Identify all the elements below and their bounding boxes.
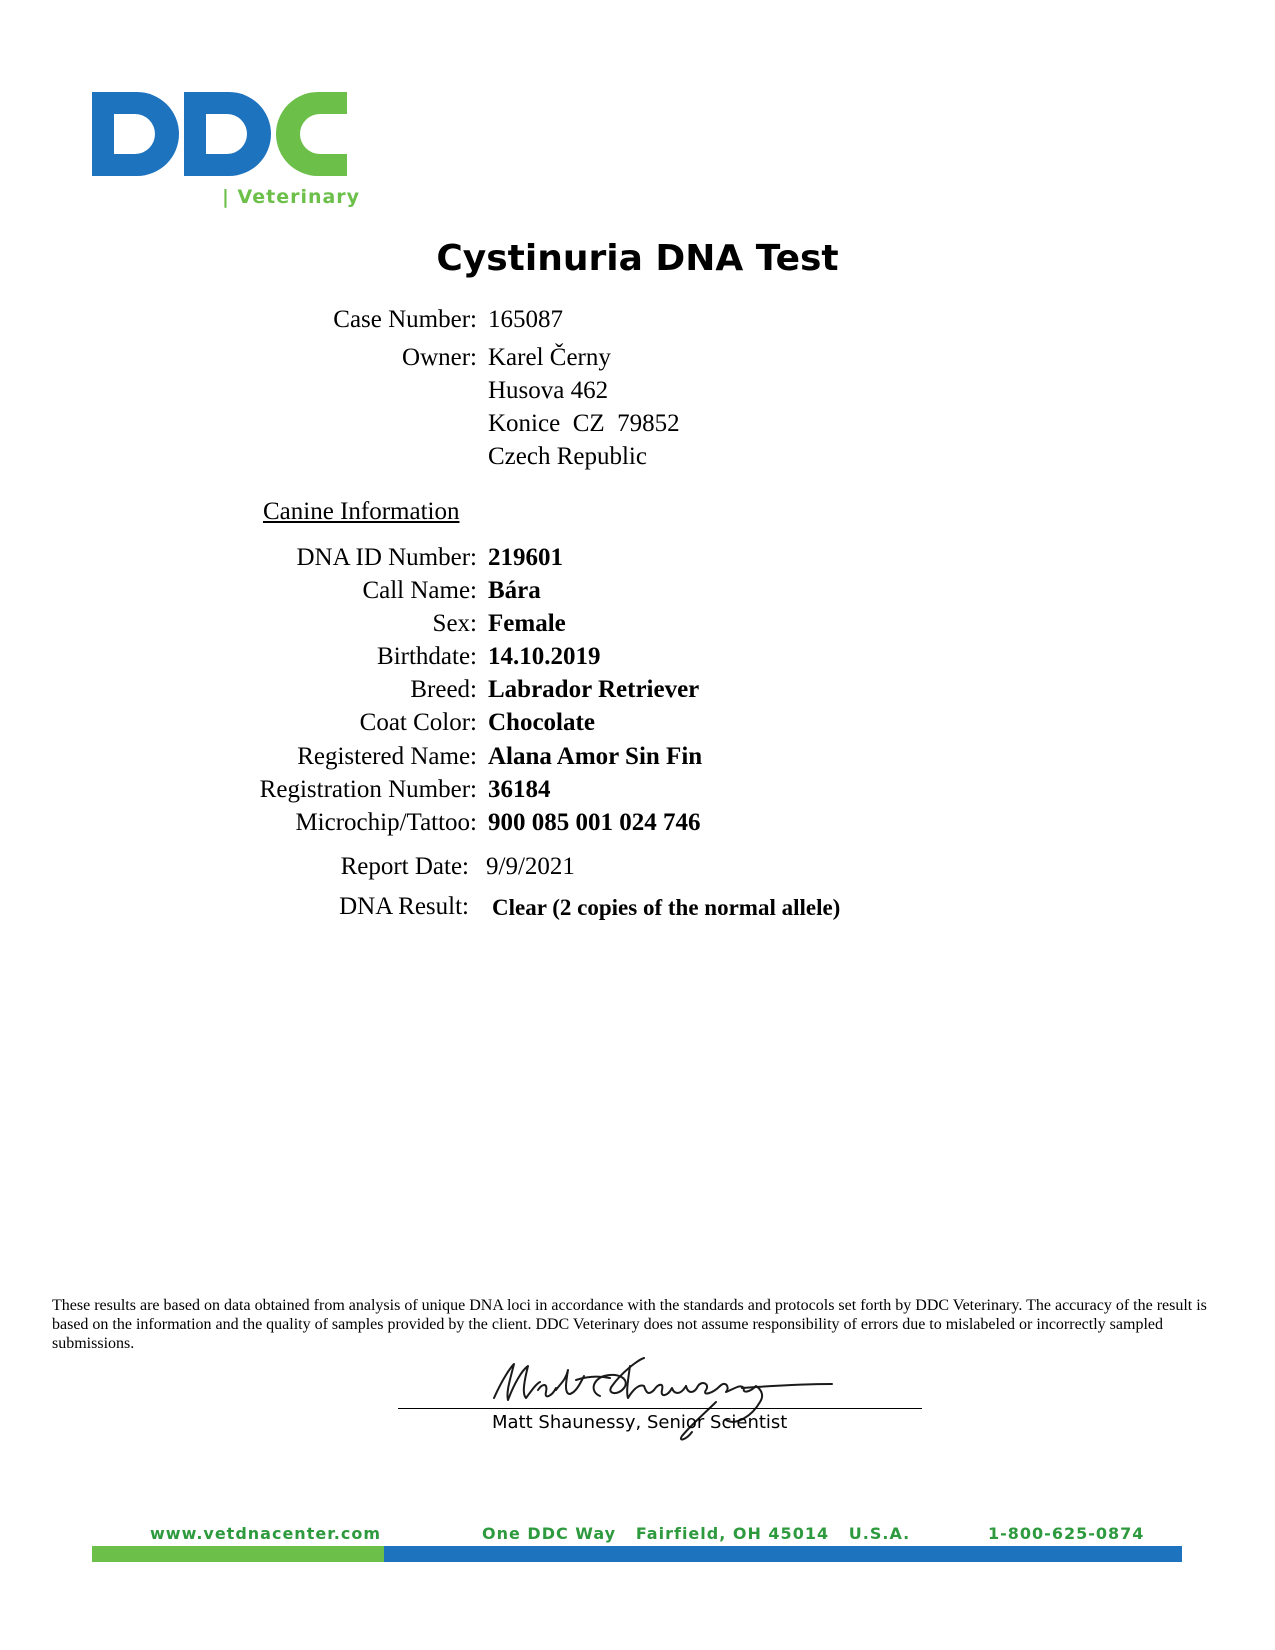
case-number-label: Case Number: — [333, 306, 477, 333]
footer-website[interactable]: www.vetdnacenter.com — [150, 1524, 382, 1543]
registered-name-label: Registered Name: — [297, 743, 477, 770]
registration-number-value: 36184 — [488, 776, 551, 803]
sex-label: Sex: — [432, 610, 477, 637]
breed-label: Breed: — [410, 676, 477, 703]
sex-value: Female — [488, 610, 566, 637]
signature-line — [398, 1408, 922, 1409]
breed-value: Labrador Retriever — [488, 676, 700, 703]
report-date-label: Report Date: — [340, 853, 469, 880]
canine-information-heading: Canine Information — [263, 498, 460, 525]
call-name-value: Bára — [488, 577, 541, 604]
registered-name-value: Alana Amor Sin Fin — [488, 743, 703, 770]
microchip-value: 900 085 001 024 746 — [488, 809, 701, 836]
owner-country: Czech Republic — [488, 443, 647, 470]
owner-name: Karel Černy — [488, 344, 611, 371]
footer-phone: 1-800-625-0874 — [988, 1524, 1145, 1543]
report-date-value: 9/9/2021 — [486, 853, 575, 880]
coat-color-value: Chocolate — [488, 709, 595, 736]
coat-color-label: Coat Color: — [359, 709, 477, 736]
owner-address-line1: Husova 462 — [488, 377, 609, 404]
dna-result-value: Clear (2 copies of the normal allele) — [492, 895, 841, 920]
footer-address: One DDC Way Fairfield, OH 45014 U.S.A. — [482, 1524, 911, 1543]
birthdate-value: 14.10.2019 — [488, 643, 601, 670]
owner-address-line2: Konice CZ 79852 — [488, 410, 680, 437]
signatory-name: Matt Shaunessy, Senior Scientist — [492, 1412, 788, 1433]
case-number-value: 165087 — [488, 306, 563, 333]
call-name-label: Call Name: — [362, 577, 477, 604]
dna-id-value: 219601 — [488, 544, 563, 571]
disclaimer-text: These results are based on data obtained from analysis of unique DNA loci in accordance with the standards and protocols set forth by DDC Veterinary. The accuracy of the result is based on the information and the quality of samples provided by the client. DDC Veterinary does not assume responsibility of errors due to mislabeled or incorrectly sampled submissions. — [52, 1297, 1207, 1352]
birthdate-label: Birthdate: — [377, 643, 477, 670]
footer-bar-blue — [384, 1546, 1182, 1562]
owner-label: Owner: — [402, 344, 477, 371]
logo-subtitle: | Veterinary — [222, 186, 361, 208]
page-title: Cystinuria DNA Test — [436, 238, 839, 279]
handwritten-signature — [480, 1340, 880, 1450]
registration-number-label: Registration Number: — [259, 776, 477, 803]
footer-bar-green — [92, 1546, 384, 1562]
microchip-label: Microchip/Tattoo: — [295, 809, 477, 836]
dna-result-label: DNA Result: — [339, 893, 469, 920]
dna-id-label: DNA ID Number: — [296, 544, 477, 571]
